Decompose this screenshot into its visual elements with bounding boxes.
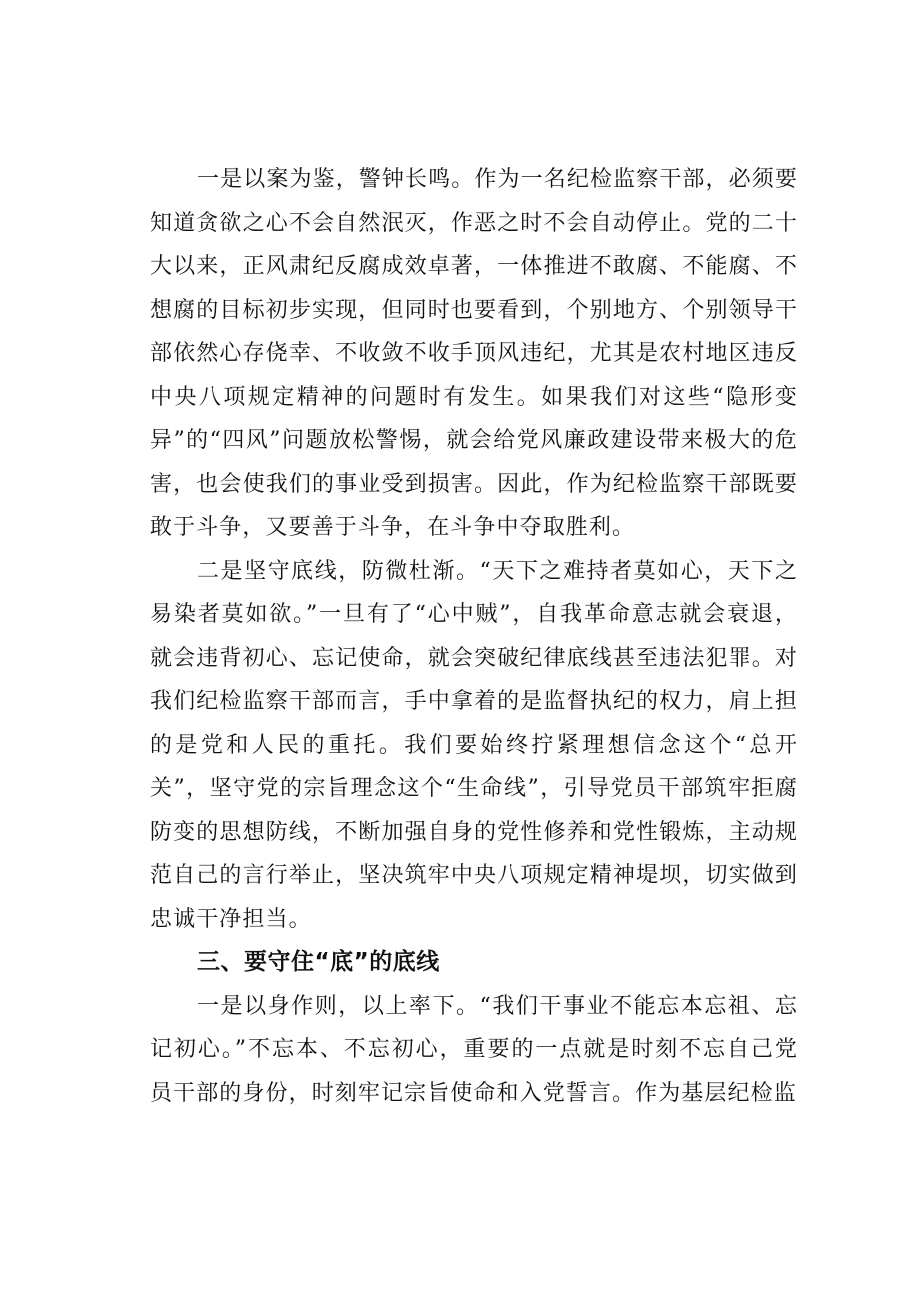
paragraph-lead-by-example: 一是以身作则，以上率下。“我们干事业不能忘本忘祖、忘记初心。”不忘本、不忘初心，重要的一点就是时刻不忘自己党员干部的身份，时刻牢记宗旨使命和入党誓言。作为基层纪检监 bbox=[150, 993, 798, 1106]
document-page bbox=[150, 158, 798, 1115]
section-heading: 三、要守住“底”的底线 bbox=[197, 949, 440, 975]
paragraph-learn-from-cases: 一是以案为鉴，警钟长鸣。作为一名纪检监察干部，必须要知道贪欲之心不会自然泯灭，作恶之时不会自动停止。党的二十大以来，正风肃纪反腐成效卓著，一体推进不敢腐、不能腐、不想腐的目标初步实现，但同时也要看到，个别地方、个别领导干部依然心存侥幸、不收敛不收手顶风违纪，尤其是农村地区违反中央八项规定精神的问题时有发生。如果我们对这些“隐形变异”的“四风”问题放松警惕，就会给党风廉政建设带来极大的危害，也会使我们的事业受到损害。因此，作为纪检监察干部既要敢于斗争，又要善于斗争，在斗争中夺取胜利。 bbox=[150, 167, 798, 540]
paragraph-hold-bottom-line: 二是坚守底线，防微杜渐。“天下之难持者莫如心，天下之易染者莫如欲。”一旦有了“心中贼”，自我革命意志就会衰退，就会违背初心、忘记使命，就会突破纪律底线甚至违法犯罪。对我们纪检监察干部而言，手中拿着的是监督执纪的权力，肩上担的是党和人民的重托。我们要始终拧紧理想信念这个“总开关”，坚守党的宗旨理念这个“生命线”，引导党员干部筑牢拒腐防变的思想防线，不断加强自身的党性修养和党性锻炼，主动规范自己的言行举止，坚决筑牢中央八项规定精神堤坝，切实做到忠诚干净担当。 bbox=[150, 558, 798, 932]
